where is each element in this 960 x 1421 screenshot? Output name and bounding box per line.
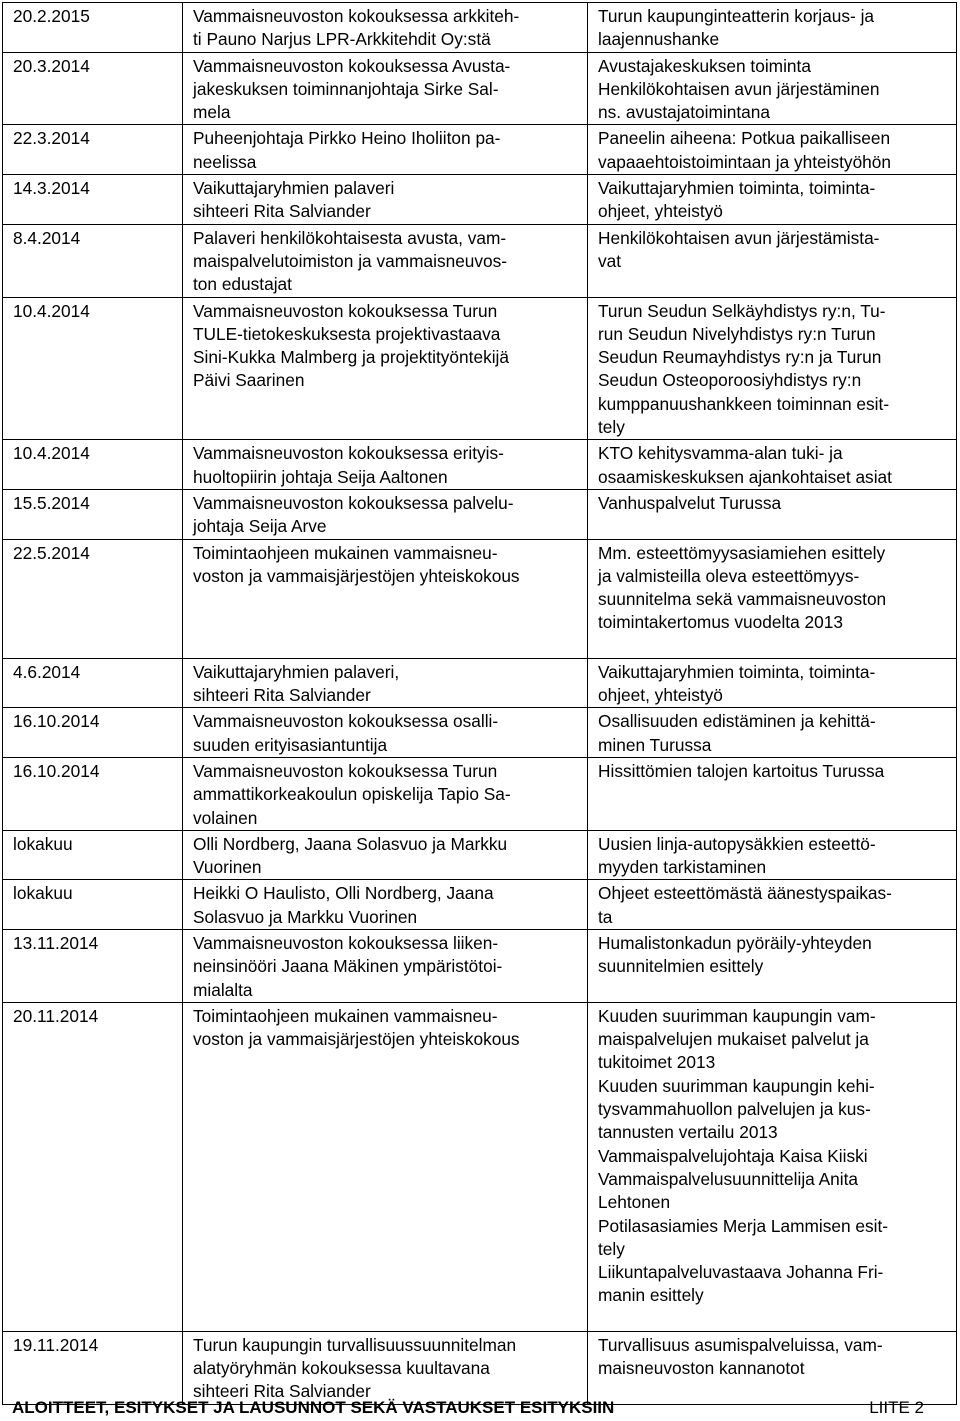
event-line: maispalvelutoimiston ja vammaisneuvos- <box>193 250 508 271</box>
event-line: Vaikuttajaryhmien palaveri <box>193 178 395 199</box>
event-cell <box>183 1331 588 1404</box>
event-cell <box>183 224 588 297</box>
event-cell <box>183 489 588 539</box>
event-cell <box>183 125 588 175</box>
event-cell <box>183 757 588 830</box>
topic-cell <box>588 1002 957 1331</box>
topic-cell <box>588 539 957 658</box>
event-cell <box>183 880 588 930</box>
topic-line: kumppanuushankkeen toiminnan esit- <box>598 393 890 414</box>
table-row <box>3 52 957 125</box>
event-line: volainen <box>193 807 258 828</box>
event-line: johtaja Seija Arve <box>193 516 327 537</box>
event-line: alatyöryhmän kokouksessa kuultavana <box>193 1358 490 1379</box>
date-line: 20.11.2014 <box>13 1005 99 1026</box>
topic-line: Kuuden suurimman kaupungin vam- <box>598 1005 876 1026</box>
event-line: Turun kaupungin turvallisuussuunnitelman <box>193 1334 517 1355</box>
topic-line: Humalistonkadun pyöräily-yhteyden <box>598 932 872 953</box>
topic-line: vat <box>598 250 622 271</box>
event-cell <box>183 539 588 658</box>
event-cell <box>183 929 588 1002</box>
date-line: 16.10.2014 <box>13 760 100 781</box>
event-line: Palaveri henkilökohtaisesta avusta, vam- <box>193 227 507 248</box>
topic-line: Vanhuspalvelut Turussa <box>598 492 782 513</box>
topic-line: Turun kaupunginteatterin korjaus- ja <box>598 6 875 26</box>
topic-line: ns. avustajatoimintana <box>598 102 770 123</box>
topic-line: Seudun Osteoporoosiyhdistys ry:n <box>598 370 862 391</box>
event-line: ton edustajat <box>193 274 292 295</box>
event-line: Päivi Saarinen <box>193 370 305 391</box>
event-line: mela <box>193 102 231 123</box>
event-cell <box>183 440 588 490</box>
topic-cell <box>588 440 957 490</box>
topic-line: maispalvelujen mukaiset palvelut ja <box>598 1029 869 1050</box>
event-cell <box>183 175 588 225</box>
event-line: Vammaisneuvoston kokouksessa palvelu- <box>193 492 514 513</box>
topic-line: Vaikuttajaryhmien toiminta, toiminta- <box>598 178 876 199</box>
activity-table-body <box>3 3 957 1405</box>
event-line: neelissa <box>193 151 257 172</box>
topic-line: Turvallisuus asumispalveluissa, vam- <box>598 1334 883 1355</box>
date-line: 10.4.2014 <box>13 443 90 464</box>
event-line: Vammaisneuvoston kokouksessa Avusta- <box>193 55 511 76</box>
footer-title: ALOITTEET, ESITYKSET JA LAUSUNNOT SEKÄ VASTAUKSET ESITYKSIIN <box>12 1398 615 1417</box>
table-row <box>3 224 957 297</box>
event-line: voston ja vammaisjärjestöjen yhteiskokous <box>193 565 520 586</box>
date-cell <box>3 539 183 658</box>
topic-line: ohjeet, yhteistyö <box>598 201 723 222</box>
date-line: 20.2.2015 <box>13 6 90 26</box>
topic-cell <box>588 175 957 225</box>
date-cell <box>3 1331 183 1404</box>
topic-line: minen Turussa <box>598 734 712 755</box>
topic-line: suunnitelmien esittely <box>598 956 764 977</box>
topic-line: Vaikuttajaryhmien toiminta, toiminta- <box>598 661 876 682</box>
event-line: Solasvuo ja Markku Vuorinen <box>193 906 418 927</box>
topic-line: Vammaispalvelusuunnittelija Anita <box>598 1168 859 1189</box>
topic-cell <box>588 708 957 758</box>
event-line: Vammaisneuvoston kokouksessa Turun <box>193 300 498 321</box>
event-cell <box>183 830 588 880</box>
topic-line: Potilasasiamies Merja Lammisen esit- <box>598 1215 889 1236</box>
event-cell <box>183 297 588 440</box>
topic-line: manin esittely <box>598 1285 704 1306</box>
topic-line: KTO kehitysvamma-alan tuki- ja <box>598 443 843 464</box>
date-cell <box>3 830 183 880</box>
event-cell <box>183 708 588 758</box>
date-line: 19.11.2014 <box>13 1334 99 1355</box>
topic-line: Kuuden suurimman kaupungin kehi- <box>598 1075 875 1096</box>
date-cell <box>3 3 183 53</box>
table-row <box>3 658 957 708</box>
event-line: sihteeri Rita Salviander <box>193 201 371 222</box>
event-line: Puheenjohtaja Pirkko Heino Iholiiton pa- <box>193 128 501 149</box>
topic-line: ta <box>598 906 613 927</box>
date-cell <box>3 708 183 758</box>
table-row <box>3 708 957 758</box>
topic-line: run Seudun Nivelyhdistys ry:n Turun <box>598 323 876 344</box>
event-line: mialalta <box>193 979 253 1000</box>
event-line: Vaikuttajaryhmien palaveri, <box>193 661 400 682</box>
table-row <box>3 3 957 53</box>
topic-cell <box>588 880 957 930</box>
topic-cell <box>588 1331 957 1404</box>
date-cell <box>3 658 183 708</box>
table-row <box>3 440 957 490</box>
topic-line: Uusien linja-autopysäkkien esteettö- <box>598 833 876 854</box>
topic-line: tely <box>598 417 625 438</box>
topic-cell <box>588 830 957 880</box>
event-line: Olli Nordberg, Jaana Solasvuo ja Markku <box>193 833 508 854</box>
event-line: ammattikorkeakoulun opiskelija Tapio Sa- <box>193 784 511 805</box>
event-line: Sini-Kukka Malmberg ja projektityöntekijä <box>193 347 509 368</box>
topic-cell <box>588 125 957 175</box>
topic-line: Henkilökohtaisen avun järjestäminen <box>598 78 880 99</box>
page-footer <box>0 1396 960 1421</box>
topic-cell <box>588 297 957 440</box>
topic-line: Lehtonen <box>598 1192 671 1213</box>
topic-line: Vammaispalvelujohtaja Kaisa Kiiski <box>598 1145 868 1166</box>
event-line: Heikki O Haulisto, Olli Nordberg, Jaana <box>193 883 494 904</box>
topic-cell <box>588 929 957 1002</box>
date-cell <box>3 757 183 830</box>
topic-line: Seudun Reumayhdistys ry:n ja Turun <box>598 347 882 368</box>
topic-line: ja valmisteilla oleva esteettömyys- <box>598 565 860 586</box>
activity-table <box>2 2 957 1405</box>
topic-line: tukitoimet 2013 <box>598 1052 716 1073</box>
date-line: lokakuu <box>13 833 73 854</box>
topic-line: ohjeet, yhteistyö <box>598 685 723 706</box>
date-line: 20.3.2014 <box>13 55 90 76</box>
event-line: Vammaisneuvoston kokouksessa osalli- <box>193 711 499 732</box>
table-row <box>3 489 957 539</box>
event-line: Vammaisneuvoston kokouksessa arkkiteh- <box>193 6 520 26</box>
topic-line: Avustajakeskuksen toiminta <box>598 55 811 76</box>
topic-line: Paneelin aiheena: Potkua paikalliseen <box>598 128 891 149</box>
date-line: 15.5.2014 <box>13 492 90 513</box>
appendix-label: LIITE 2 <box>869 1398 924 1417</box>
topic-line: Henkilökohtaisen avun järjestämista- <box>598 227 880 248</box>
event-cell <box>183 1002 588 1331</box>
date-line: 22.5.2014 <box>13 542 90 563</box>
date-cell <box>3 489 183 539</box>
event-cell <box>183 3 588 53</box>
date-cell <box>3 52 183 125</box>
topic-line: laajennushanke <box>598 29 720 50</box>
event-line: Vammaisneuvoston kokouksessa erityis- <box>193 443 504 464</box>
event-cell <box>183 658 588 708</box>
topic-line: tely <box>598 1238 625 1259</box>
event-line: jakeskuksen toiminnanjohtaja Sirke Sal- <box>193 78 499 99</box>
topic-line: Turun Seudun Selkäyhdistys ry:n, Tu- <box>598 300 886 321</box>
topic-line: suunnitelma sekä vammaisneuvoston <box>598 589 887 610</box>
topic-cell <box>588 757 957 830</box>
event-line: neinsinööri Jaana Mäkinen ympäristötoi- <box>193 956 503 977</box>
table-row <box>3 175 957 225</box>
topic-line: Ohjeet esteettömästä äänestyspaikas- <box>598 883 892 904</box>
date-line: 13.11.2014 <box>13 932 99 953</box>
table-row <box>3 830 957 880</box>
event-line: huoltopiirin johtaja Seija Aaltonen <box>193 466 448 487</box>
date-line: 14.3.2014 <box>13 178 90 199</box>
event-line: ti Pauno Narjus LPR-Arkkitehdit Oy:stä <box>193 29 491 50</box>
topic-line: tannusten vertailu 2013 <box>598 1122 778 1143</box>
topic-line: Osallisuuden edistäminen ja kehittä- <box>598 711 876 732</box>
date-cell <box>3 175 183 225</box>
table-row <box>3 929 957 1002</box>
topic-cell <box>588 224 957 297</box>
event-line: Vuorinen <box>193 857 262 878</box>
table-row <box>3 297 957 440</box>
date-cell <box>3 224 183 297</box>
event-cell <box>183 52 588 125</box>
date-line: 22.3.2014 <box>13 128 90 149</box>
event-line: suuden erityisasiantuntija <box>193 734 388 755</box>
date-cell <box>3 440 183 490</box>
date-cell <box>3 297 183 440</box>
topic-line: Hissittömien talojen kartoitus Turussa <box>598 760 885 781</box>
table-row <box>3 880 957 930</box>
date-line: 8.4.2014 <box>13 227 81 248</box>
event-line: voston ja vammaisjärjestöjen yhteiskokous <box>193 1029 520 1050</box>
topic-line: Mm. esteettömyysasiamiehen esittely <box>598 542 886 563</box>
table-row <box>3 1002 957 1331</box>
date-cell <box>3 125 183 175</box>
topic-line: myyden tarkistaminen <box>598 857 767 878</box>
topic-line: vapaaehtoistoimintaan ja yhteistyöhön <box>598 151 892 172</box>
topic-line: maisneuvoston kannanotot <box>598 1358 805 1379</box>
topic-cell <box>588 658 957 708</box>
event-line: Toimintaohjeen mukainen vammaisneu- <box>193 542 498 563</box>
table-row <box>3 757 957 830</box>
date-cell <box>3 929 183 1002</box>
event-line: TULE-tietokeskuksesta projektivastaava <box>193 323 501 344</box>
topic-cell <box>588 3 957 53</box>
date-line: 4.6.2014 <box>13 661 81 682</box>
date-cell <box>3 1002 183 1331</box>
event-line: sihteeri Rita Salviander <box>193 685 371 706</box>
event-line: Vammaisneuvoston kokouksessa liiken- <box>193 932 499 953</box>
topic-cell <box>588 489 957 539</box>
topic-line: osaamiskeskuksen ajankohtaiset asiat <box>598 466 892 487</box>
topic-line: tysvammahuollon palvelujen ja kus- <box>598 1099 871 1120</box>
topic-line: toimintakertomus vuodelta 2013 <box>598 612 843 633</box>
table-row <box>3 1331 957 1404</box>
table-row <box>3 539 957 658</box>
table-row <box>3 125 957 175</box>
event-line: Toimintaohjeen mukainen vammaisneu- <box>193 1005 498 1026</box>
date-line: lokakuu <box>13 883 73 904</box>
topic-line: Liikuntapalveluvastaava Johanna Fri- <box>598 1262 884 1283</box>
topic-cell <box>588 52 957 125</box>
event-line: sihteeri Rita Salviander <box>193 1381 371 1402</box>
event-line: Vammaisneuvoston kokouksessa Turun <box>193 760 498 781</box>
date-line: 10.4.2014 <box>13 300 90 321</box>
date-cell <box>3 880 183 930</box>
date-line: 16.10.2014 <box>13 711 100 732</box>
